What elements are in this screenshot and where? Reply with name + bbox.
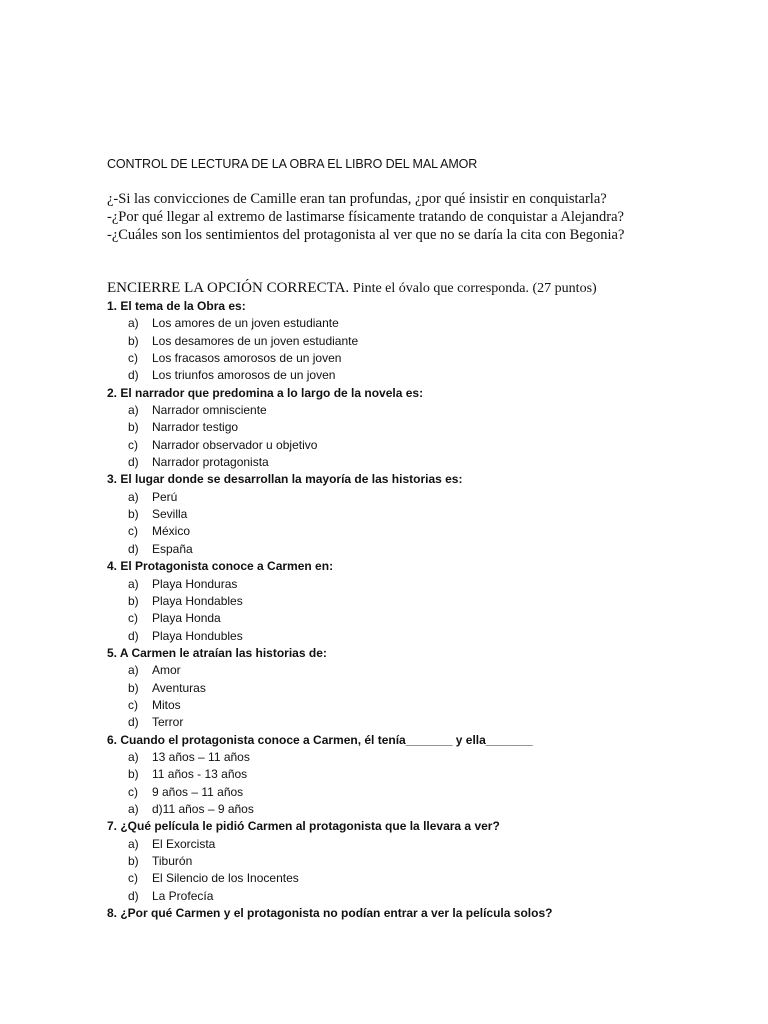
option-letter: b) [128, 333, 139, 348]
option-letter: b) [128, 767, 139, 782]
option-letter: d) [128, 455, 139, 470]
answer-option[interactable] [107, 315, 552, 332]
option-text: La Profecía [152, 888, 214, 903]
option-text: España [152, 541, 193, 556]
option-letter: c) [128, 524, 138, 539]
option-text: Narrador protagonista [152, 455, 269, 470]
question-3: 3. El lugar donde se desarrollan la mayoría de las historias es: [107, 472, 463, 487]
option-text: Narrador testigo [152, 420, 239, 435]
open-question-1: ¿-Si las convicciones de Camille eran tan profundas, ¿por qué insistir en conquistarla? [107, 191, 607, 207]
answer-option[interactable] [107, 870, 552, 887]
option-text: Amor [152, 663, 181, 678]
option-text: 9 años – 11 años [152, 784, 244, 799]
option-letter: d) [128, 888, 139, 903]
instruction-line [107, 280, 597, 297]
question-list [107, 298, 552, 922]
answer-option[interactable] [107, 437, 552, 454]
option-letter: c) [128, 611, 138, 626]
answer-option[interactable] [107, 489, 552, 506]
option-letter: b) [128, 593, 139, 608]
option-text: Playa Hondubles [152, 628, 243, 643]
option-text: Mitos [152, 697, 181, 712]
answer-option[interactable] [107, 680, 552, 697]
question-7: 7. ¿Qué película le pidió Carmen al protagonista que la llevara a ver? [107, 819, 500, 834]
answer-option[interactable] [107, 333, 552, 350]
option-text: Los desamores de un joven estudiante [152, 333, 359, 348]
instruction-main: ENCIERRE LA OPCIÓN CORRECTA. [107, 280, 350, 296]
option-letter: d) [128, 715, 139, 730]
option-letter: b) [128, 854, 139, 868]
open-question-3: -¿Cuáles son los sentimientos del protagonista al ver que no se daría la cita con Begonia? [107, 227, 625, 243]
answer-option[interactable] [107, 628, 552, 645]
question-8: 8. ¿Por qué Carmen y el protagonista no podían entrar a ver la película solos? [107, 906, 553, 921]
option-text: Narrador omnisciente [152, 403, 267, 418]
option-text: Aventuras [152, 680, 206, 695]
option-text: Narrador observador u objetivo [152, 437, 318, 452]
answer-option[interactable] [107, 419, 552, 436]
answer-option[interactable] [107, 576, 552, 593]
answer-option[interactable] [107, 766, 552, 783]
option-letter: d) [128, 541, 139, 556]
question-5: 5. A Carmen le atraían las historias de: [107, 645, 327, 660]
answer-option[interactable] [107, 593, 552, 610]
option-letter: b) [128, 507, 139, 522]
option-letter: c) [128, 351, 138, 366]
option-letter: c) [128, 437, 138, 452]
option-text: Los triunfos amorosos de un joven [152, 368, 336, 383]
option-text: Los fracasos amorosos de un joven [152, 351, 342, 366]
option-letter: a) [128, 403, 139, 418]
answer-option[interactable] [107, 697, 552, 714]
option-letter: d) [128, 368, 139, 383]
answer-option[interactable] [107, 784, 552, 801]
answer-option[interactable] [107, 888, 552, 905]
instruction-rest: Pinte el óvalo que corresponda. (27 puntos) [352, 281, 597, 296]
option-letter: c) [128, 784, 138, 799]
option-text: Perú [152, 489, 178, 504]
option-text: Sevilla [152, 507, 188, 522]
answer-option[interactable] [107, 523, 552, 540]
option-text: México [152, 524, 191, 539]
answer-option[interactable] [107, 836, 552, 853]
option-text: Playa Honda [152, 611, 221, 626]
answer-option[interactable] [107, 610, 552, 627]
answer-option[interactable] [107, 541, 552, 558]
question-6: 6. Cuando el protagonista conoce a Carmen, él tenía_______ y ella_______ [107, 732, 533, 747]
answer-option[interactable] [107, 506, 552, 523]
option-text: Playa Hondables [152, 593, 243, 608]
option-letter: a) [128, 801, 139, 816]
option-letter: a) [128, 749, 139, 764]
option-letter: b) [128, 680, 139, 695]
question-2: 2. El narrador que predomina a lo largo de la novela es: [107, 385, 424, 400]
option-text: Tiburón [152, 854, 193, 868]
document-title: CONTROL DE LECTURA DE LA OBRA EL LIBRO DEL MAL AMOR [107, 157, 478, 171]
option-letter: d) [128, 628, 139, 643]
question-1: 1. El tema de la Obra es: [107, 299, 246, 313]
answer-option[interactable] [107, 801, 552, 818]
option-letter: a) [128, 663, 139, 678]
option-letter: a) [128, 489, 139, 504]
open-question-2: -¿Por qué llegar al extremo de lastimarse físicamente tratando de conquistar a Alejandra? [107, 209, 624, 225]
answer-option[interactable] [107, 853, 552, 870]
option-text: 11 años - 13 años [152, 767, 248, 782]
option-text: Terror [152, 715, 184, 730]
answer-option[interactable] [107, 749, 552, 766]
option-letter: a) [128, 836, 139, 851]
answer-option[interactable] [107, 402, 552, 419]
option-letter: c) [128, 697, 138, 712]
question-4: 4. El Protagonista conoce a Carmen en: [107, 559, 334, 574]
answer-option[interactable] [107, 367, 552, 384]
option-text: El Silencio de los Inocentes [152, 871, 299, 886]
answer-option[interactable] [107, 662, 552, 679]
option-text: d)11 años – 9 años [152, 801, 254, 816]
option-letter: b) [128, 420, 139, 435]
answer-option[interactable] [107, 350, 552, 367]
option-text: Los amores de un joven estudiante [152, 316, 339, 331]
option-text: El Exorcista [152, 836, 216, 851]
option-letter: a) [128, 316, 139, 331]
option-text: 13 años – 11 años [152, 749, 250, 764]
option-letter: a) [128, 576, 139, 591]
option-letter: c) [128, 871, 138, 886]
answer-option[interactable] [107, 454, 552, 471]
answer-option[interactable] [107, 714, 552, 731]
option-text: Playa Honduras [152, 576, 238, 591]
